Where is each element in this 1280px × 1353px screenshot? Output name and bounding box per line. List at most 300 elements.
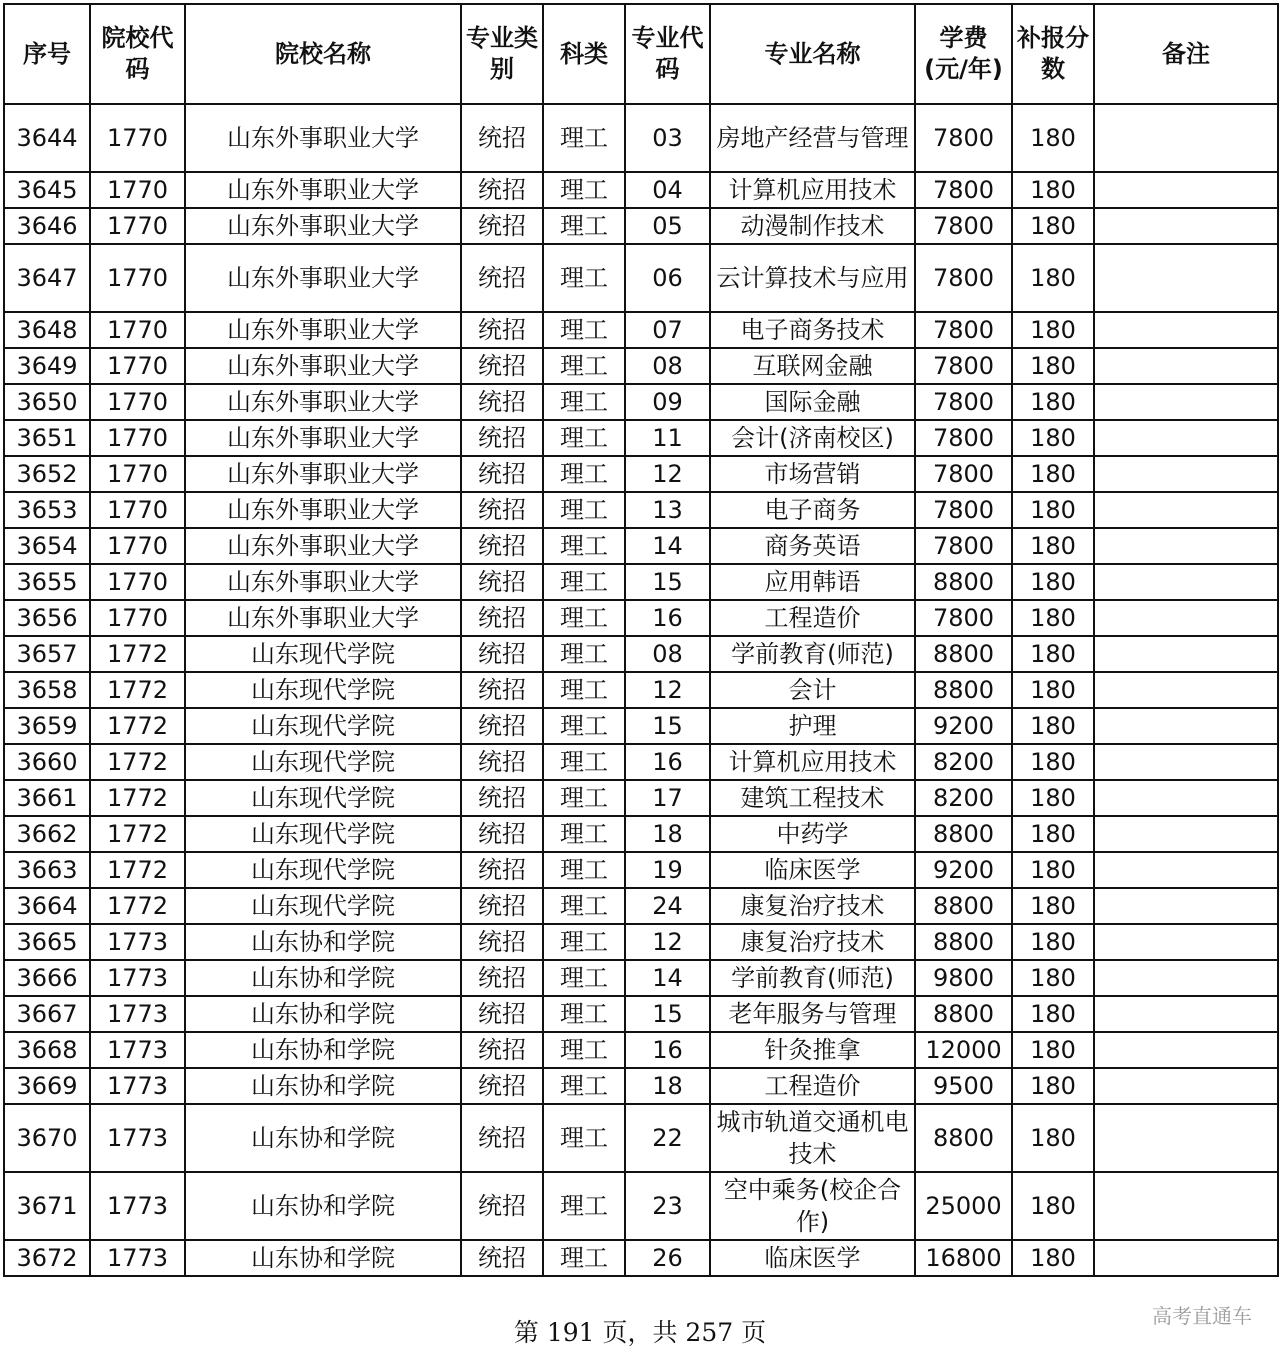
cell-school-code: 1773 [90,924,185,960]
cell-notes [1094,600,1278,636]
cell-school-code: 1773 [90,1068,185,1104]
cell-major-code: 16 [625,1032,710,1068]
cell-school-name: 山东协和学院 [185,960,461,996]
cell-subject: 理工 [543,1240,625,1276]
header-school-code: 院校代码 [90,4,185,104]
cell-school-code: 1772 [90,852,185,888]
cell-score: 180 [1012,564,1094,600]
cell-notes [1094,852,1278,888]
cell-school-code: 1773 [90,960,185,996]
cell-major-name: 电子商务技术 [710,312,915,348]
cell-major-name: 康复治疗技术 [710,888,915,924]
cell-score: 180 [1012,492,1094,528]
cell-notes [1094,888,1278,924]
cell-tuition: 7800 [915,172,1012,208]
table-row [4,312,1278,348]
cell-major-name: 会计 [710,672,915,708]
cell-major-category: 统招 [461,672,543,708]
cell-notes [1094,384,1278,420]
cell-tuition: 9200 [915,852,1012,888]
table-row [4,456,1278,492]
cell-subject: 理工 [543,208,625,244]
cell-notes [1094,312,1278,348]
cell-school-code: 1773 [90,1104,185,1172]
cell-major-name: 学前教育(师范) [710,636,915,672]
cell-major-category: 统招 [461,1104,543,1172]
cell-major-code: 08 [625,636,710,672]
table-row [4,960,1278,996]
cell-school-code: 1770 [90,564,185,600]
cell-notes [1094,1104,1278,1172]
cell-tuition: 7800 [915,208,1012,244]
table-body [4,104,1278,1276]
cell-school-name: 山东外事职业大学 [185,384,461,420]
cell-tuition: 8800 [915,996,1012,1032]
cell-major-code: 06 [625,244,710,312]
cell-seq: 3651 [4,420,90,456]
table-row [4,816,1278,852]
cell-school-name: 山东现代学院 [185,708,461,744]
cell-major-code: 13 [625,492,710,528]
cell-seq: 3644 [4,104,90,172]
cell-seq: 3657 [4,636,90,672]
cell-school-name: 山东现代学院 [185,636,461,672]
cell-seq: 3670 [4,1104,90,1172]
cell-notes [1094,1240,1278,1276]
cell-notes [1094,1068,1278,1104]
cell-major-category: 统招 [461,960,543,996]
cell-seq: 3667 [4,996,90,1032]
cell-subject: 理工 [543,1104,625,1172]
cell-major-code: 15 [625,564,710,600]
cell-school-name: 山东外事职业大学 [185,172,461,208]
cell-subject: 理工 [543,672,625,708]
cell-school-name: 山东外事职业大学 [185,348,461,384]
cell-score: 180 [1012,208,1094,244]
cell-notes [1094,1032,1278,1068]
cell-major-name: 国际金融 [710,384,915,420]
cell-score: 180 [1012,600,1094,636]
cell-seq: 3659 [4,708,90,744]
cell-school-name: 山东外事职业大学 [185,244,461,312]
cell-school-name: 山东协和学院 [185,1172,461,1240]
cell-notes [1094,780,1278,816]
cell-major-name: 应用韩语 [710,564,915,600]
cell-school-code: 1770 [90,348,185,384]
cell-seq: 3649 [4,348,90,384]
cell-school-code: 1772 [90,708,185,744]
cell-notes [1094,816,1278,852]
table-row [4,672,1278,708]
cell-major-code: 26 [625,1240,710,1276]
cell-score: 180 [1012,708,1094,744]
table-row [4,492,1278,528]
cell-notes [1094,208,1278,244]
cell-score: 180 [1012,1172,1094,1240]
cell-school-code: 1770 [90,208,185,244]
cell-tuition: 7800 [915,312,1012,348]
cell-major-name: 老年服务与管理 [710,996,915,1032]
cell-major-code: 23 [625,1172,710,1240]
cell-score: 180 [1012,780,1094,816]
cell-school-name: 山东外事职业大学 [185,492,461,528]
cell-subject: 理工 [543,564,625,600]
cell-seq: 3658 [4,672,90,708]
cell-score: 180 [1012,888,1094,924]
cell-tuition: 8800 [915,1104,1012,1172]
cell-major-category: 统招 [461,492,543,528]
cell-major-name: 市场营销 [710,456,915,492]
table-row [4,420,1278,456]
cell-school-code: 1772 [90,636,185,672]
cell-school-name: 山东现代学院 [185,816,461,852]
table-row [4,636,1278,672]
header-major-name: 专业名称 [710,4,915,104]
cell-score: 180 [1012,1068,1094,1104]
cell-tuition: 7800 [915,244,1012,312]
cell-subject: 理工 [543,816,625,852]
cell-school-code: 1773 [90,1032,185,1068]
cell-subject: 理工 [543,708,625,744]
cell-tuition: 8200 [915,780,1012,816]
cell-notes [1094,456,1278,492]
table-row [4,852,1278,888]
cell-major-category: 统招 [461,924,543,960]
cell-score: 180 [1012,744,1094,780]
cell-school-code: 1772 [90,744,185,780]
cell-school-name: 山东协和学院 [185,1068,461,1104]
cell-school-name: 山东协和学院 [185,924,461,960]
table-row [4,1032,1278,1068]
cell-score: 180 [1012,244,1094,312]
cell-tuition: 25000 [915,1172,1012,1240]
cell-school-name: 山东外事职业大学 [185,208,461,244]
cell-score: 180 [1012,852,1094,888]
page-number: 第 191 页，共 257 页 [513,1318,767,1347]
cell-seq: 3665 [4,924,90,960]
cell-tuition: 8200 [915,744,1012,780]
cell-major-category: 统招 [461,104,543,172]
cell-tuition: 8800 [915,636,1012,672]
cell-score: 180 [1012,996,1094,1032]
cell-major-name: 学前教育(师范) [710,960,915,996]
cell-major-category: 统招 [461,208,543,244]
cell-major-category: 统招 [461,348,543,384]
cell-major-name: 会计(济南校区) [710,420,915,456]
cell-major-code: 14 [625,960,710,996]
cell-school-name: 山东现代学院 [185,672,461,708]
cell-major-code: 24 [625,888,710,924]
cell-major-name: 电子商务 [710,492,915,528]
cell-subject: 理工 [543,780,625,816]
cell-tuition: 7800 [915,492,1012,528]
table-row [4,1068,1278,1104]
cell-school-name: 山东外事职业大学 [185,420,461,456]
cell-subject: 理工 [543,348,625,384]
cell-seq: 3671 [4,1172,90,1240]
table-row [4,1240,1278,1276]
cell-school-name: 山东协和学院 [185,1104,461,1172]
cell-major-category: 统招 [461,852,543,888]
table-row [4,888,1278,924]
cell-tuition: 9800 [915,960,1012,996]
cell-tuition: 8800 [915,816,1012,852]
cell-subject: 理工 [543,1172,625,1240]
cell-major-code: 22 [625,1104,710,1172]
cell-major-name: 工程造价 [710,600,915,636]
cell-subject: 理工 [543,1068,625,1104]
cell-major-category: 统招 [461,244,543,312]
cell-major-category: 统招 [461,1032,543,1068]
cell-score: 180 [1012,420,1094,456]
cell-tuition: 8800 [915,888,1012,924]
cell-major-code: 15 [625,708,710,744]
cell-major-code: 11 [625,420,710,456]
cell-notes [1094,1172,1278,1240]
cell-tuition: 7800 [915,384,1012,420]
cell-seq: 3650 [4,384,90,420]
cell-score: 180 [1012,816,1094,852]
cell-major-category: 统招 [461,888,543,924]
cell-major-category: 统招 [461,708,543,744]
cell-notes [1094,348,1278,384]
cell-tuition: 8800 [915,564,1012,600]
cell-major-code: 12 [625,924,710,960]
cell-school-code: 1772 [90,888,185,924]
cell-tuition: 12000 [915,1032,1012,1068]
cell-seq: 3655 [4,564,90,600]
cell-notes [1094,960,1278,996]
cell-major-name: 城市轨道交通机电技术 [710,1104,915,1172]
cell-score: 180 [1012,312,1094,348]
header-score: 补报分数 [1012,4,1094,104]
cell-score: 180 [1012,348,1094,384]
cell-seq: 3660 [4,744,90,780]
cell-tuition: 7800 [915,456,1012,492]
cell-school-name: 山东现代学院 [185,744,461,780]
cell-major-code: 18 [625,816,710,852]
table-row [4,1104,1278,1172]
cell-school-name: 山东现代学院 [185,888,461,924]
header-notes: 备注 [1094,4,1278,104]
cell-subject: 理工 [543,528,625,564]
cell-seq: 3669 [4,1068,90,1104]
cell-subject: 理工 [543,1032,625,1068]
cell-school-code: 1770 [90,600,185,636]
cell-major-category: 统招 [461,816,543,852]
cell-school-code: 1773 [90,996,185,1032]
cell-subject: 理工 [543,960,625,996]
cell-major-name: 互联网金融 [710,348,915,384]
cell-seq: 3672 [4,1240,90,1276]
cell-seq: 3656 [4,600,90,636]
cell-major-name: 空中乘务(校企合作) [710,1172,915,1240]
cell-major-code: 16 [625,744,710,780]
cell-tuition: 7800 [915,600,1012,636]
cell-major-code: 12 [625,456,710,492]
cell-school-code: 1770 [90,492,185,528]
cell-subject: 理工 [543,384,625,420]
cell-score: 180 [1012,384,1094,420]
table-row [4,172,1278,208]
cell-major-name: 康复治疗技术 [710,924,915,960]
cell-major-category: 统招 [461,528,543,564]
cell-notes [1094,636,1278,672]
cell-seq: 3662 [4,816,90,852]
cell-school-name: 山东外事职业大学 [185,528,461,564]
cell-major-code: 12 [625,672,710,708]
cell-notes [1094,104,1278,172]
cell-subject: 理工 [543,172,625,208]
cell-major-name: 计算机应用技术 [710,744,915,780]
cell-tuition: 9500 [915,1068,1012,1104]
cell-subject: 理工 [543,744,625,780]
cell-major-category: 统招 [461,996,543,1032]
cell-score: 180 [1012,104,1094,172]
cell-seq: 3652 [4,456,90,492]
cell-subject: 理工 [543,456,625,492]
cell-major-name: 护理 [710,708,915,744]
cell-major-category: 统招 [461,312,543,348]
cell-score: 180 [1012,456,1094,492]
cell-school-name: 山东现代学院 [185,780,461,816]
cell-major-category: 统招 [461,1068,543,1104]
cell-school-name: 山东外事职业大学 [185,312,461,348]
cell-subject: 理工 [543,924,625,960]
cell-notes [1094,996,1278,1032]
cell-school-code: 1770 [90,172,185,208]
cell-major-code: 14 [625,528,710,564]
cell-subject: 理工 [543,312,625,348]
cell-major-category: 统招 [461,384,543,420]
cell-major-name: 动漫制作技术 [710,208,915,244]
cell-school-code: 1772 [90,816,185,852]
cell-major-name: 房地产经营与管理 [710,104,915,172]
cell-major-name: 计算机应用技术 [710,172,915,208]
cell-tuition: 8800 [915,924,1012,960]
cell-score: 180 [1012,172,1094,208]
cell-school-name: 山东外事职业大学 [185,600,461,636]
cell-subject: 理工 [543,888,625,924]
cell-score: 180 [1012,924,1094,960]
cell-school-name: 山东外事职业大学 [185,456,461,492]
cell-seq: 3648 [4,312,90,348]
cell-major-name: 临床医学 [710,852,915,888]
cell-tuition: 7800 [915,104,1012,172]
cell-major-category: 统招 [461,1172,543,1240]
cell-major-category: 统招 [461,172,543,208]
cell-subject: 理工 [543,600,625,636]
cell-school-code: 1773 [90,1172,185,1240]
cell-subject: 理工 [543,244,625,312]
cell-major-code: 17 [625,780,710,816]
cell-school-name: 山东协和学院 [185,1032,461,1068]
cell-notes [1094,492,1278,528]
cell-major-name: 建筑工程技术 [710,780,915,816]
cell-seq: 3653 [4,492,90,528]
cell-major-category: 统招 [461,420,543,456]
table-row [4,528,1278,564]
cell-major-code: 08 [625,348,710,384]
cell-seq: 3661 [4,780,90,816]
cell-major-code: 03 [625,104,710,172]
cell-major-name: 针灸推拿 [710,1032,915,1068]
cell-seq: 3647 [4,244,90,312]
cell-subject: 理工 [543,420,625,456]
cell-tuition: 7800 [915,348,1012,384]
cell-notes [1094,564,1278,600]
cell-major-name: 临床医学 [710,1240,915,1276]
cell-major-name: 云计算技术与应用 [710,244,915,312]
cell-major-category: 统招 [461,744,543,780]
cell-notes [1094,528,1278,564]
cell-school-code: 1772 [90,672,185,708]
table-row [4,348,1278,384]
cell-score: 180 [1012,528,1094,564]
cell-score: 180 [1012,672,1094,708]
cell-school-code: 1770 [90,528,185,564]
cell-subject: 理工 [543,852,625,888]
cell-subject: 理工 [543,104,625,172]
cell-notes [1094,708,1278,744]
header-school-name: 院校名称 [185,4,461,104]
cell-major-code: 04 [625,172,710,208]
cell-score: 180 [1012,1240,1094,1276]
cell-major-category: 统招 [461,636,543,672]
cell-major-code: 16 [625,600,710,636]
cell-school-code: 1770 [90,456,185,492]
cell-tuition: 16800 [915,1240,1012,1276]
cell-school-code: 1770 [90,104,185,172]
cell-seq: 3663 [4,852,90,888]
table-row [4,564,1278,600]
cell-major-code: 05 [625,208,710,244]
cell-school-name: 山东协和学院 [185,996,461,1032]
table-row [4,244,1278,312]
cell-notes [1094,420,1278,456]
table-row [4,1172,1278,1240]
cell-seq: 3645 [4,172,90,208]
cell-subject: 理工 [543,996,625,1032]
cell-major-category: 统招 [461,780,543,816]
cell-seq: 3666 [4,960,90,996]
header-major-category: 专业类别 [461,4,543,104]
cell-school-name: 山东外事职业大学 [185,564,461,600]
cell-major-name: 中药学 [710,816,915,852]
cell-subject: 理工 [543,492,625,528]
cell-seq: 3668 [4,1032,90,1068]
cell-tuition: 7800 [915,528,1012,564]
cell-tuition: 9200 [915,708,1012,744]
cell-score: 180 [1012,636,1094,672]
cell-major-name: 商务英语 [710,528,915,564]
cell-school-name: 山东外事职业大学 [185,104,461,172]
header-tuition: 学费(元/年) [915,4,1012,104]
cell-school-code: 1770 [90,420,185,456]
cell-notes [1094,744,1278,780]
cell-notes [1094,172,1278,208]
header-subject: 科类 [543,4,625,104]
cell-major-code: 18 [625,1068,710,1104]
watermark: 高考直通车 [1152,1304,1252,1328]
table-row [4,996,1278,1032]
header-seq: 序号 [4,4,90,104]
cell-tuition: 7800 [915,420,1012,456]
cell-seq: 3654 [4,528,90,564]
cell-major-name: 工程造价 [710,1068,915,1104]
cell-school-name: 山东协和学院 [185,1240,461,1276]
cell-major-code: 19 [625,852,710,888]
